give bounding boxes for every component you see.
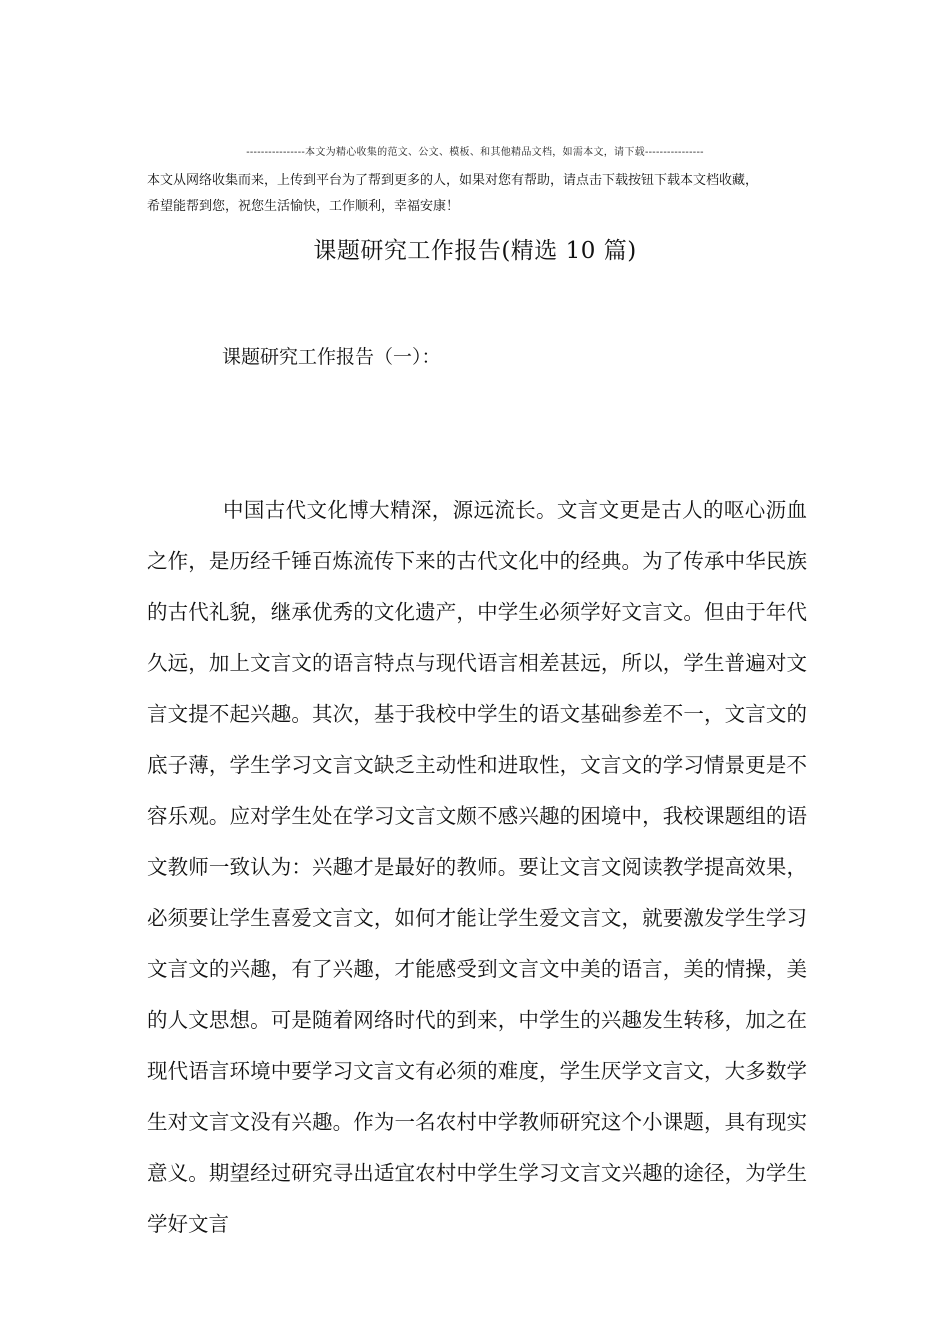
section-heading: 课题研究工作报告（一）： <box>222 346 441 368</box>
notice-line-2: 希望能帮到您，祝您生活愉快，工作顺利，幸福安康！ <box>147 199 460 214</box>
document-title: 课题研究工作报告(精选 10 篇) <box>313 238 637 264</box>
body-paragraph: 中国古代文化博大精深，源远流长。文言文更是古人的呕心沥血之作，是历经千锤百炼流传下来的古代文化中的经典。为了传承中华民族的古代礼貌，继承优秀的文化遗产，中学生必须学好文言文。但由于年代久远，加上文言文的语言特点与现代语言相差甚远，所以，学生普遍对文言文提不起兴趣。其次，基于我校中学生的语文基础参差不一，文言文的底子薄，学生学习文言文缺乏主动性和进取性，文言文的学习情景更是不容乐观。应对学生处在学习文言文颇不感兴趣的困境中，我校课题组的语文教师一致认为：兴趣才是最好的教师。要让文言文阅读教学提高效果，必须要让学生喜爱文言文，如何才能让学生爱文言文，就要激发学生学习文言文的兴趣，有了兴趣，才能感受到文言文中美的语言，美的情操，美的人文思想。可是随着网络时代的到来，中学生的兴趣发生转移，加之在现代语言环境中要学习文言文有必须的难度，学生厌学文言文，大多数学生对文言文没有兴趣。作为一名农村中学教师研究这个小课题，具有现实意义。期望经过研究寻出适宜农村中学生学习文言文兴趣的途径，为学生学好文言 <box>147 498 807 1236</box>
download-header-line: ----------------本文为精心收集的范文、公文、模板、和其他精品文档，如需本文，请下载---------------- <box>246 147 704 158</box>
download-notice <box>147 168 817 220</box>
notice-line-1: 本文从网络收集而来，上传到平台为了帮到更多的人，如果对您有帮助，请点击下载按钮下载本文档收藏， <box>147 173 759 188</box>
